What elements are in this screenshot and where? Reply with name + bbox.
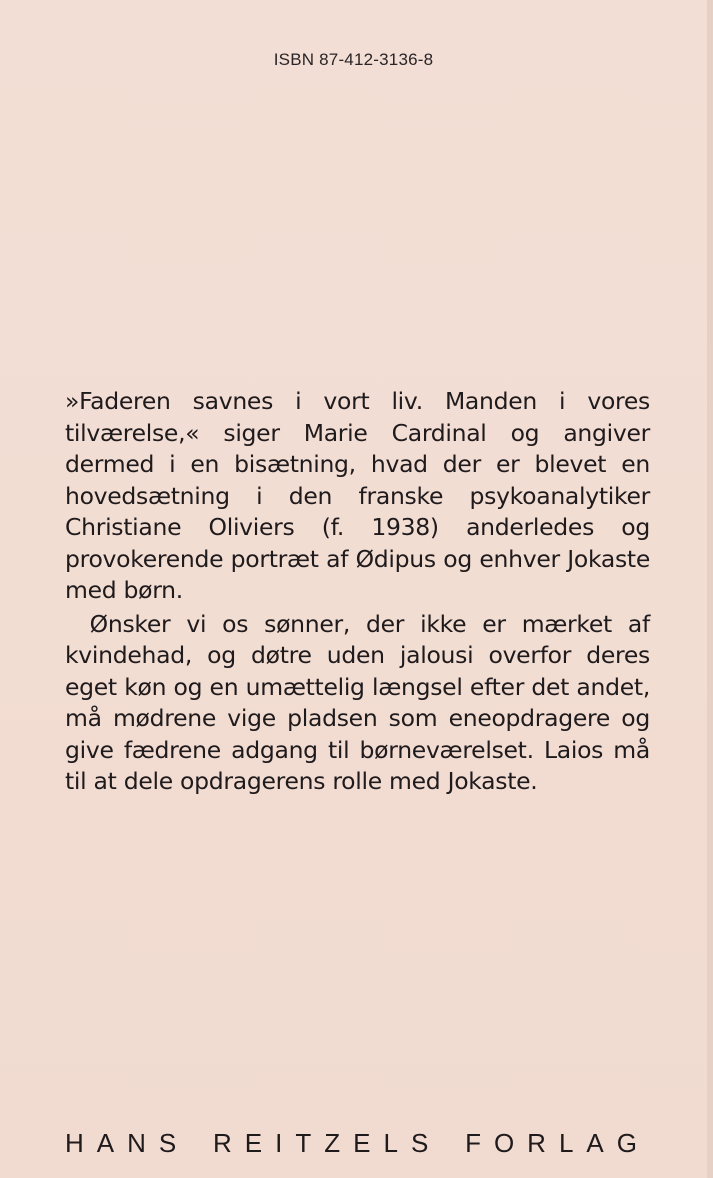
blurb-paragraph-2: Ønsker vi os sønner, der ikke er mærket af kvindehad, og døtre uden jalousi overfor deres eget køn og en umættelig længsel efter det andet, må mødrene vige pladsen som eneopdragere og give fædrene adgang til børneværelset. Laios må til at dele opdragerens rolle med Jokaste. [65,609,650,795]
publisher-word-forlag: FORLAG [465,1128,650,1158]
publisher-word-reitzels: REITZELS [213,1128,442,1158]
cover-blurb [65,386,650,798]
blurb-paragraph-1: »Faderen savnes i vort liv. Manden i vores tilværelse,« siger Marie Cardinal og angiver dermed i en bisætning, hvad der er blevet en hovedsætning i den franske psykoanalytiker Christiane Oliviers (f. 1938) anderledes og provokerende portræt af Ødipus og enhver Jokaste med børn. [65,387,650,604]
publisher-name [65,1128,650,1159]
publisher-word-hans: HANS [65,1128,190,1158]
isbn-number: ISBN 87-412-3136-8 [273,50,434,69]
